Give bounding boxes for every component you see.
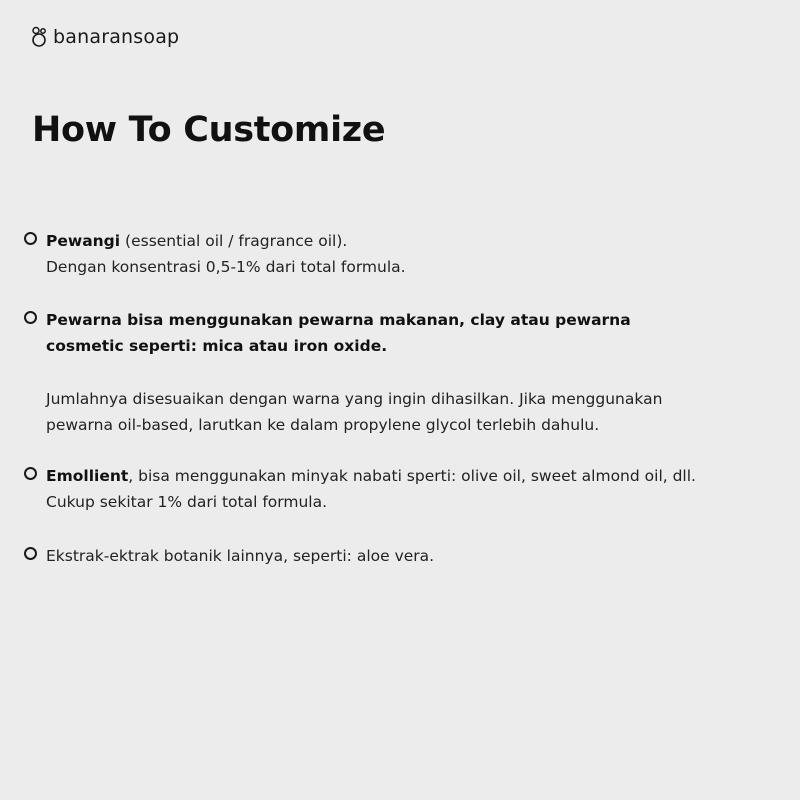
item-text xyxy=(46,228,766,280)
brand-name: banaransoap xyxy=(53,26,180,48)
item-line xyxy=(46,463,766,489)
item-line: Dengan konsentrasi 0,5-1% dari total formula. xyxy=(46,258,406,276)
item-line-bold: Pewarna bisa menggunakan pewarna makanan, clay atau pewarna xyxy=(46,311,631,329)
bullet-ring-icon xyxy=(24,467,37,480)
item-line: pewarna oil-based, larutkan ke dalam propylene glycol terlebih dahulu. xyxy=(46,416,600,434)
item-line-rest: (essential oil / fragrance oil). xyxy=(120,232,348,250)
bullet-ring-icon xyxy=(24,311,37,324)
item-line-rest: , bisa menggunakan minyak nabati sperti: olive oil, sweet almond oil, dll. xyxy=(128,467,696,485)
page-title: How To Customize xyxy=(32,110,386,150)
bullet-ring-icon xyxy=(24,547,37,560)
brand-logo xyxy=(30,26,179,48)
item-keyword: Pewangi xyxy=(46,232,121,250)
item-keyword: Emollient xyxy=(46,467,129,485)
item-line: Jumlahnya disesuaikan dengan warna yang ingin dihasilkan. Jika menggunakan xyxy=(46,390,663,408)
item-text xyxy=(46,543,766,569)
item-line-bold: cosmetic seperti: mica atau iron oxide. xyxy=(46,337,388,355)
bullet-ring-icon xyxy=(24,232,37,245)
item-line: Ekstrak-ektrak botanik lainnya, seperti: aloe vera. xyxy=(46,547,435,565)
bubbles-icon xyxy=(30,26,50,48)
item-text xyxy=(46,307,766,438)
item-text xyxy=(46,463,766,515)
item-line xyxy=(46,228,766,254)
item-line: Cukup sekitar 1% dari total formula. xyxy=(46,493,328,511)
